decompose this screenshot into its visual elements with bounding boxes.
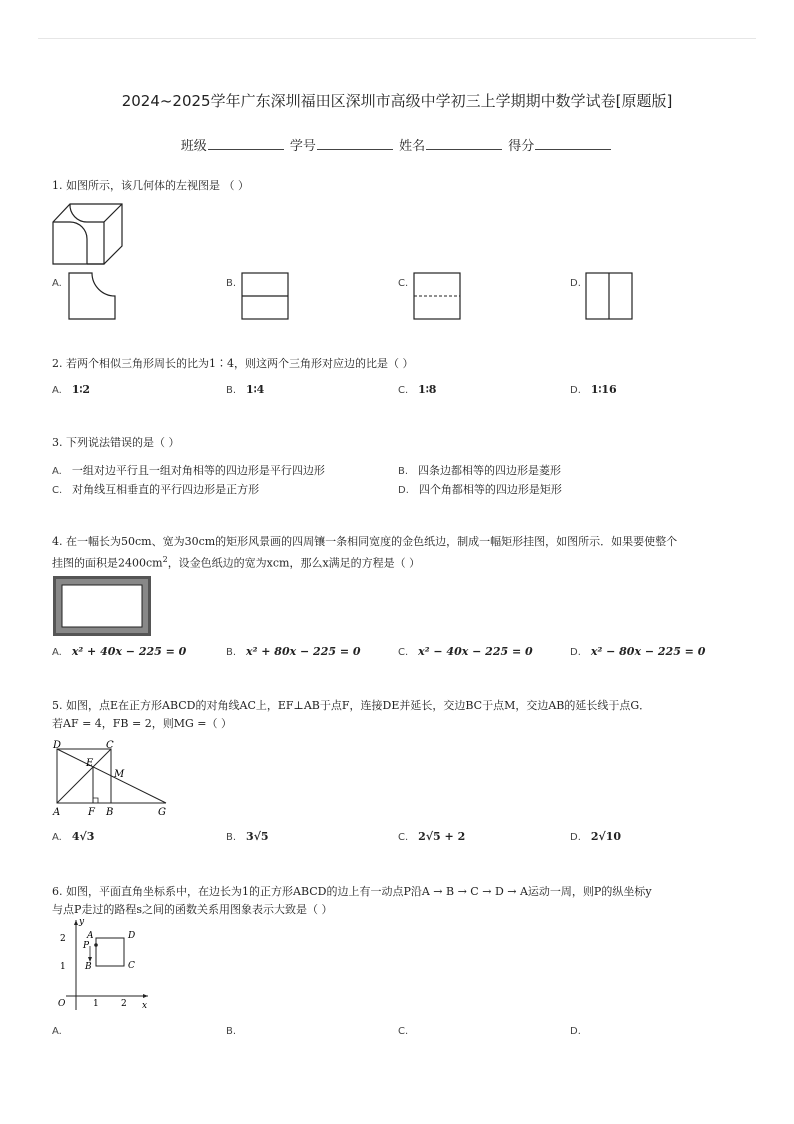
label-y-axis: y: [79, 917, 85, 927]
q1-option-c[interactable]: C.: [398, 278, 409, 289]
q1-solid-figure: [52, 200, 124, 266]
question-number: 2.: [52, 357, 63, 370]
question-2: [52, 356, 414, 372]
class-blank[interactable]: [208, 137, 284, 150]
question-number: 1.: [52, 179, 63, 192]
q1-option-b[interactable]: B.: [226, 278, 237, 289]
label-a: A: [53, 807, 61, 818]
question-text: 下列说法错误的是（ ）: [66, 436, 180, 449]
label-m: M: [114, 769, 125, 780]
student-info-row: [0, 135, 794, 154]
q1-option-d-figure: [585, 272, 635, 320]
label-d: D: [128, 931, 136, 941]
name-blank[interactable]: [426, 137, 502, 150]
label-c: C: [106, 740, 114, 751]
label-b: B: [106, 807, 114, 818]
q4-option-a[interactable]: A. x² + 40x − 225 = 0: [52, 645, 187, 658]
q3-option-c[interactable]: C. 对角线互相垂直的平行四边形是正方形: [52, 483, 260, 496]
question-text-line2: 与点P走过的路程s之间的函数关系用图象表示大致是（ ）: [52, 903, 333, 916]
label-g: G: [158, 807, 166, 818]
q2-option-a[interactable]: A. 1∶2: [52, 383, 91, 396]
q3-option-a[interactable]: A. 一组对边平行且一组对角相等的四边形是平行四边形: [52, 464, 325, 477]
q3-option-d[interactable]: D. 四个角都相等的四边形是矩形: [398, 483, 562, 496]
q1-option-b-figure: [241, 272, 291, 320]
score-label: 得分: [508, 139, 535, 154]
question-3: [52, 435, 180, 451]
q5-option-b[interactable]: B. 3√5: [226, 830, 269, 843]
q2-option-b[interactable]: B. 1∶4: [226, 383, 265, 396]
label-f: F: [88, 807, 95, 818]
label-p: P: [83, 941, 90, 951]
q1-option-a-figure: [68, 272, 118, 320]
q2-option-c[interactable]: C. 1∶8: [398, 383, 437, 396]
question-number: 6.: [52, 885, 63, 898]
label-y-2: 2: [60, 934, 66, 944]
number-label: 学号: [289, 139, 316, 154]
question-text: 如图所示，该几何体的左视图是 （ ）: [66, 179, 249, 192]
question-number: 3.: [52, 436, 63, 449]
question-6: [52, 884, 652, 918]
score-blank[interactable]: [535, 137, 611, 150]
q6-option-a[interactable]: A.: [52, 1026, 62, 1037]
q4-option-c[interactable]: C. x² − 40x − 225 = 0: [398, 645, 533, 658]
question-4: [52, 534, 677, 572]
question-text-line2b: ，设金色纸边的宽为xcm，那么x满足的方程是（ ）: [167, 556, 421, 570]
question-number: 5.: [52, 699, 63, 712]
label-d: D: [53, 740, 62, 751]
label-a: A: [87, 931, 94, 941]
number-blank[interactable]: [317, 137, 393, 150]
header-divider: [38, 38, 756, 39]
label-x-2: 2: [121, 999, 127, 1009]
question-text-line2: 若AF = 4，FB = 2，则MG =（ ）: [52, 717, 232, 730]
area-exponent: 2: [162, 555, 168, 564]
question-text-line1: 在一幅长为50cm、宽为30cm的矩形风景画的四周镶一条相同宽度的金色纸边，制成一幅矩形挂图，如图所示．如果要使整个: [66, 535, 678, 548]
q6-option-d[interactable]: D.: [570, 1026, 581, 1037]
q6-option-b[interactable]: B.: [226, 1026, 237, 1037]
q6-option-c[interactable]: C.: [398, 1026, 409, 1037]
q1-option-a[interactable]: A.: [52, 278, 62, 289]
q4-option-b[interactable]: B. x² + 80x − 225 = 0: [226, 645, 361, 658]
q4-frame-figure: [53, 576, 151, 636]
q3-option-b[interactable]: B. 四条边都相等的四边形是菱形: [398, 464, 562, 477]
q1-option-d[interactable]: D.: [570, 278, 581, 289]
question-text-line1: 如图，点E在正方形ABCD的对角线AC上，EF⊥AB于点F，连接DE并延长，交边BC于点M，交边AB的延长线于点G．: [66, 699, 651, 712]
q5-option-c[interactable]: C. 2√5 + 2: [398, 830, 466, 843]
question-text-line2a: 挂图的面积是2400cm: [52, 556, 163, 570]
q5-option-a[interactable]: A. 4√3: [52, 830, 95, 843]
label-b: B: [85, 962, 92, 972]
label-x-axis: x: [142, 1001, 148, 1011]
q1-option-c-figure: [413, 272, 463, 320]
label-c: C: [128, 961, 135, 971]
q2-option-d[interactable]: D. 1∶16: [570, 383, 617, 396]
question-1: [52, 178, 249, 194]
q5-square-figure: [48, 738, 178, 820]
question-text-line1: 如图，平面直角坐标系中，在边长为1的正方形ABCD的边上有一动点P沿A → B → C → D → A运动一周，则P的纵坐标y: [66, 885, 652, 898]
label-e: E: [86, 758, 94, 769]
q4-option-d[interactable]: D. x² − 80x − 225 = 0: [570, 645, 706, 658]
name-label: 姓名: [399, 139, 426, 154]
label-origin: O: [58, 999, 66, 1009]
label-x-1: 1: [93, 999, 99, 1009]
question-number: 4.: [52, 535, 63, 548]
q6-coordinate-figure: [52, 916, 152, 1012]
question-text: 若两个相似三角形周长的比为1∶4，则这两个三角形对应边的比是（ ）: [66, 357, 414, 370]
class-label: 班级: [180, 139, 207, 154]
q5-option-d[interactable]: D. 2√10: [570, 830, 622, 843]
page-title: 2024~2025学年广东深圳福田区深圳市高级中学初三上学期期中数学试卷[原题版]: [121, 92, 673, 110]
label-y-1: 1: [60, 962, 66, 972]
question-5: [52, 698, 650, 732]
